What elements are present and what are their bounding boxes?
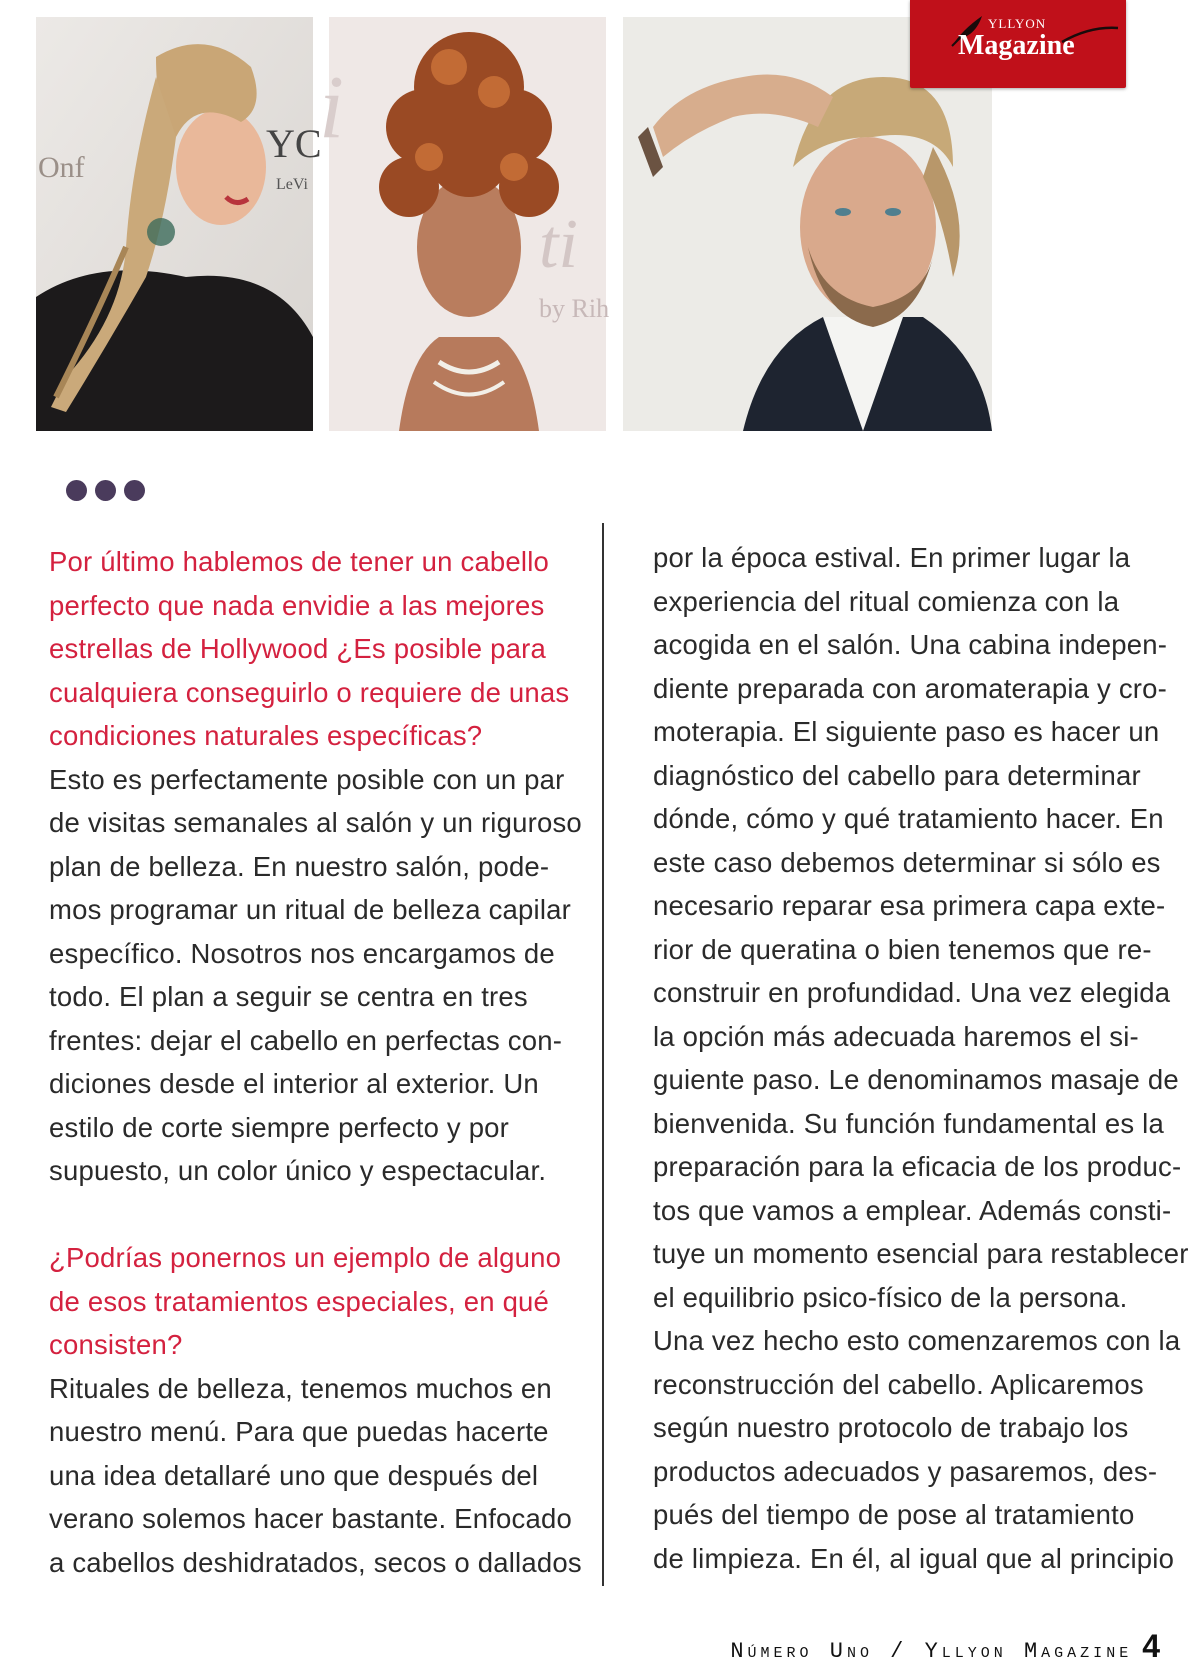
text-line: pués del tiempo de pose al tratamiento: [653, 1499, 1135, 1530]
text-line: verano solemos hacer bastante. Enfocado: [49, 1503, 572, 1534]
photo-braided-hair: [36, 17, 322, 431]
dot-icon: [124, 480, 145, 501]
text-line: todo. El plan a seguir se centra en tres: [49, 981, 528, 1012]
text-line: estilo de corte siempre perfecto y por: [49, 1111, 510, 1143]
paragraph-gap: [49, 1193, 589, 1237]
magazine-logo: [910, 0, 1126, 88]
page-footer: [730, 1628, 1160, 1665]
dot-icon: [95, 480, 116, 501]
text-line: condiciones naturales específicas?: [49, 720, 483, 751]
text-line: mos programar un ritual de belleza capilar: [49, 894, 571, 925]
text-line: acogida en el salón. Una cabina indepen-: [653, 629, 1168, 660]
svg-text:i: i: [319, 58, 345, 157]
text-line: moterapia. El siguiente paso es hacer un: [653, 716, 1160, 747]
text-line: tuye un momento esencial para restablecer: [653, 1238, 1189, 1269]
text-line: preparación para la eficacia de los produc-: [653, 1151, 1182, 1182]
logo-title: Magazine: [958, 30, 1075, 61]
text-line: Rituales de belleza, tenemos muchos en: [49, 1372, 552, 1404]
interview-answer: [49, 758, 589, 1193]
text-line: la opción más adecuada haremos el si-: [653, 1020, 1139, 1052]
text-line: perfecto que nada envidie a las mejores: [49, 589, 545, 621]
page-number: 4: [1142, 1628, 1160, 1664]
text-line: bienvenida. Su función fundamental es la: [653, 1107, 1164, 1139]
article-column-right: [653, 536, 1189, 1580]
text-line: plan de belleza. En nuestro salón, pode-: [49, 850, 550, 882]
photo-curly-updo: [319, 17, 610, 431]
text-line: supuesto, un color único y espectacular.: [49, 1155, 547, 1186]
svg-text:Onf: Onf: [38, 151, 85, 184]
text-line: guiente paso. Le denominamos masaje de: [653, 1064, 1179, 1095]
svg-text:by Rih: by Rih: [539, 294, 610, 323]
column-divider: [602, 523, 604, 1586]
text-line: Esto es perfectamente posible con un par: [49, 763, 565, 795]
text-line: cualquiera conseguirlo o requiere de unas: [49, 676, 570, 708]
text-line: de visitas semanales al salón y un riguroso: [49, 807, 582, 838]
text-line: Una vez hecho esto comenzaremos con la: [653, 1325, 1181, 1356]
text-line: diente preparada con aromaterapia y cro-: [653, 672, 1167, 704]
text-line: dónde, cómo y qué tratamiento hacer. En: [653, 803, 1164, 834]
text-line: Por último hablemos de tener un cabello: [49, 546, 550, 577]
article-column-left: [49, 540, 589, 1584]
text-line: diagnóstico del cabello para determinar: [653, 759, 1141, 791]
text-line: diciones desde el interior al exterior. Un: [49, 1068, 539, 1099]
text-line: una idea detallaré uno que después del: [49, 1459, 539, 1491]
text-line: por la época estival. En primer lugar la: [653, 542, 1131, 573]
text-line: a cabellos deshidratados, secos o dallados: [49, 1546, 582, 1578]
text-line: este caso debemos determinar si sólo es: [653, 846, 1161, 878]
interview-answer: [49, 1367, 589, 1585]
text-line: tos que vamos a emplear. Además consti-: [653, 1194, 1172, 1226]
text-line: nuestro menú. Para que puedas hacerte: [49, 1416, 549, 1447]
dot-icon: [66, 480, 87, 501]
section-dots: [66, 480, 145, 502]
text-line: estrellas de Hollywood ¿Es posible para: [49, 633, 546, 664]
text-line: consisten?: [49, 1329, 183, 1360]
text-line: construir en profundidad. Una vez elegida: [653, 977, 1171, 1008]
svg-text:ti: ti: [539, 206, 578, 283]
text-line: según nuestro protocolo de trabajo los: [653, 1412, 1129, 1443]
text-line: de limpieza. En él, al igual que al principio: [653, 1542, 1175, 1574]
footer-issue: Número Uno / Yllyon Magazine: [730, 1639, 1133, 1664]
text-line: reconstrucción del cabello. Aplicaremos: [653, 1368, 1144, 1400]
interview-question: [49, 540, 589, 758]
swoosh-icon: [1060, 22, 1120, 52]
text-line: ¿Podrías ponernos un ejemplo de alguno: [49, 1242, 562, 1273]
text-line: de esos tratamientos especiales, en qué: [49, 1285, 550, 1317]
interview-question: [49, 1236, 589, 1367]
svg-text:LeVi: LeVi: [276, 176, 308, 193]
text-line: frentes: dejar el cabello en perfectas con-: [49, 1024, 563, 1056]
text-line: rior de queratina o bien tenemos que re-: [653, 933, 1152, 965]
svg-text:YC: YC: [266, 121, 322, 166]
text-line: el equilibrio psico-físico de la persona.: [653, 1281, 1128, 1313]
text-line: necesario reparar esa primera capa exte-: [653, 890, 1166, 921]
logo-brand: YLLYON: [988, 16, 1047, 31]
text-line: experiencia del ritual comienza con la: [653, 585, 1120, 617]
text-line: productos adecuados y pasaremos, des-: [653, 1455, 1158, 1487]
text-line: específico. Nosotros nos encargamos de: [49, 937, 555, 969]
